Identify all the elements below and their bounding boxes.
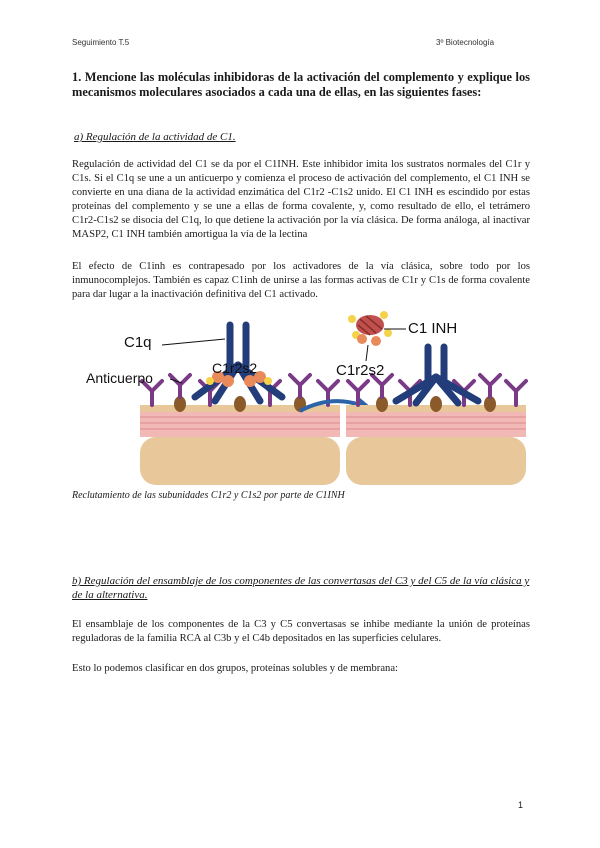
section-a-paragraph-2: El efecto de C1inh es contrapesado por los activadores de la vía clásica, sobre todo por los inmunocomplejos. También es capaz C1inh de unirse a las formas activas de C1r y C1s de forma covalente para dar lugar a la inactivación definitiva del C1 activado. — [72, 261, 530, 300]
section-b-heading: b) Regulación del ensamblaje de los componentes de las convertasas del C3 y del C5 de la vía clásica y de la alternativa. — [72, 575, 530, 601]
label-c1inh: C1 INH — [408, 320, 458, 337]
question-title: 1. Mencione las moléculas inhibidoras de la activación del complemento y explique los mecanismos moleculares asociados a cada una de ellas, en las siguientes fases: — [72, 70, 530, 99]
section-a-heading: a) Regulación de la actividad de C1. — [74, 131, 236, 143]
membrane-right — [346, 411, 526, 437]
label-c1r2s2-left: C1r2s2 — [212, 360, 258, 376]
page-number: 1 — [518, 800, 524, 810]
label-anticuerpo: Anticuerpo — [86, 370, 153, 386]
cell-body-left — [140, 437, 340, 485]
header-right: 3º Biotecnología — [436, 38, 495, 47]
c1inh-recruitment-figure — [70, 305, 530, 485]
section-b-paragraph-1: El ensamblaje de los componentes de la C3 y C5 convertasas se inhibe mediante la unión de proteínas reguladoras de la familia RCA al C3b y el C4b depositados en las superficies celulares. — [72, 619, 530, 644]
section-a-paragraph-1: Regulación de actividad del C1 se da por el C1INH. Este inhibidor imita los sustratos normales del C1r y C1s. Si el C1q se une a un anticuerpo y comienza el proceso de activación del complemento, el C1 INH se convierte en una diana de la actividad enzimática del C1r2 -C1s2 unido. El C1 INH es escindido por estas proteínas del complemento y se une a ellas de forma covalente, y, como resultado de ello, el tetrámero C1r2-C1s2 se disocia del C1q, lo que detiene la activación por la vía clásica. De forma análoga, al inactivar MASP2, C1 INH también amortigua la vía de la lectina — [72, 159, 530, 240]
figure-caption: Reclutamiento de las subunidades C1r2 y C1s2 por parte de C1INH — [72, 490, 345, 501]
right-panel — [336, 311, 526, 485]
membrane-left — [140, 411, 340, 437]
cell-body-right — [346, 437, 526, 485]
left-panel — [86, 325, 340, 485]
label-c1q: C1q — [124, 334, 152, 351]
c1q-right — [396, 347, 478, 403]
header-left: Seguimiento T.5 — [72, 38, 130, 47]
label-c1r2s2-right: C1r2s2 — [336, 362, 385, 379]
section-b-paragraph-2: Esto lo podemos clasificar en dos grupos, proteínas solubles y de membrana: — [72, 663, 398, 674]
